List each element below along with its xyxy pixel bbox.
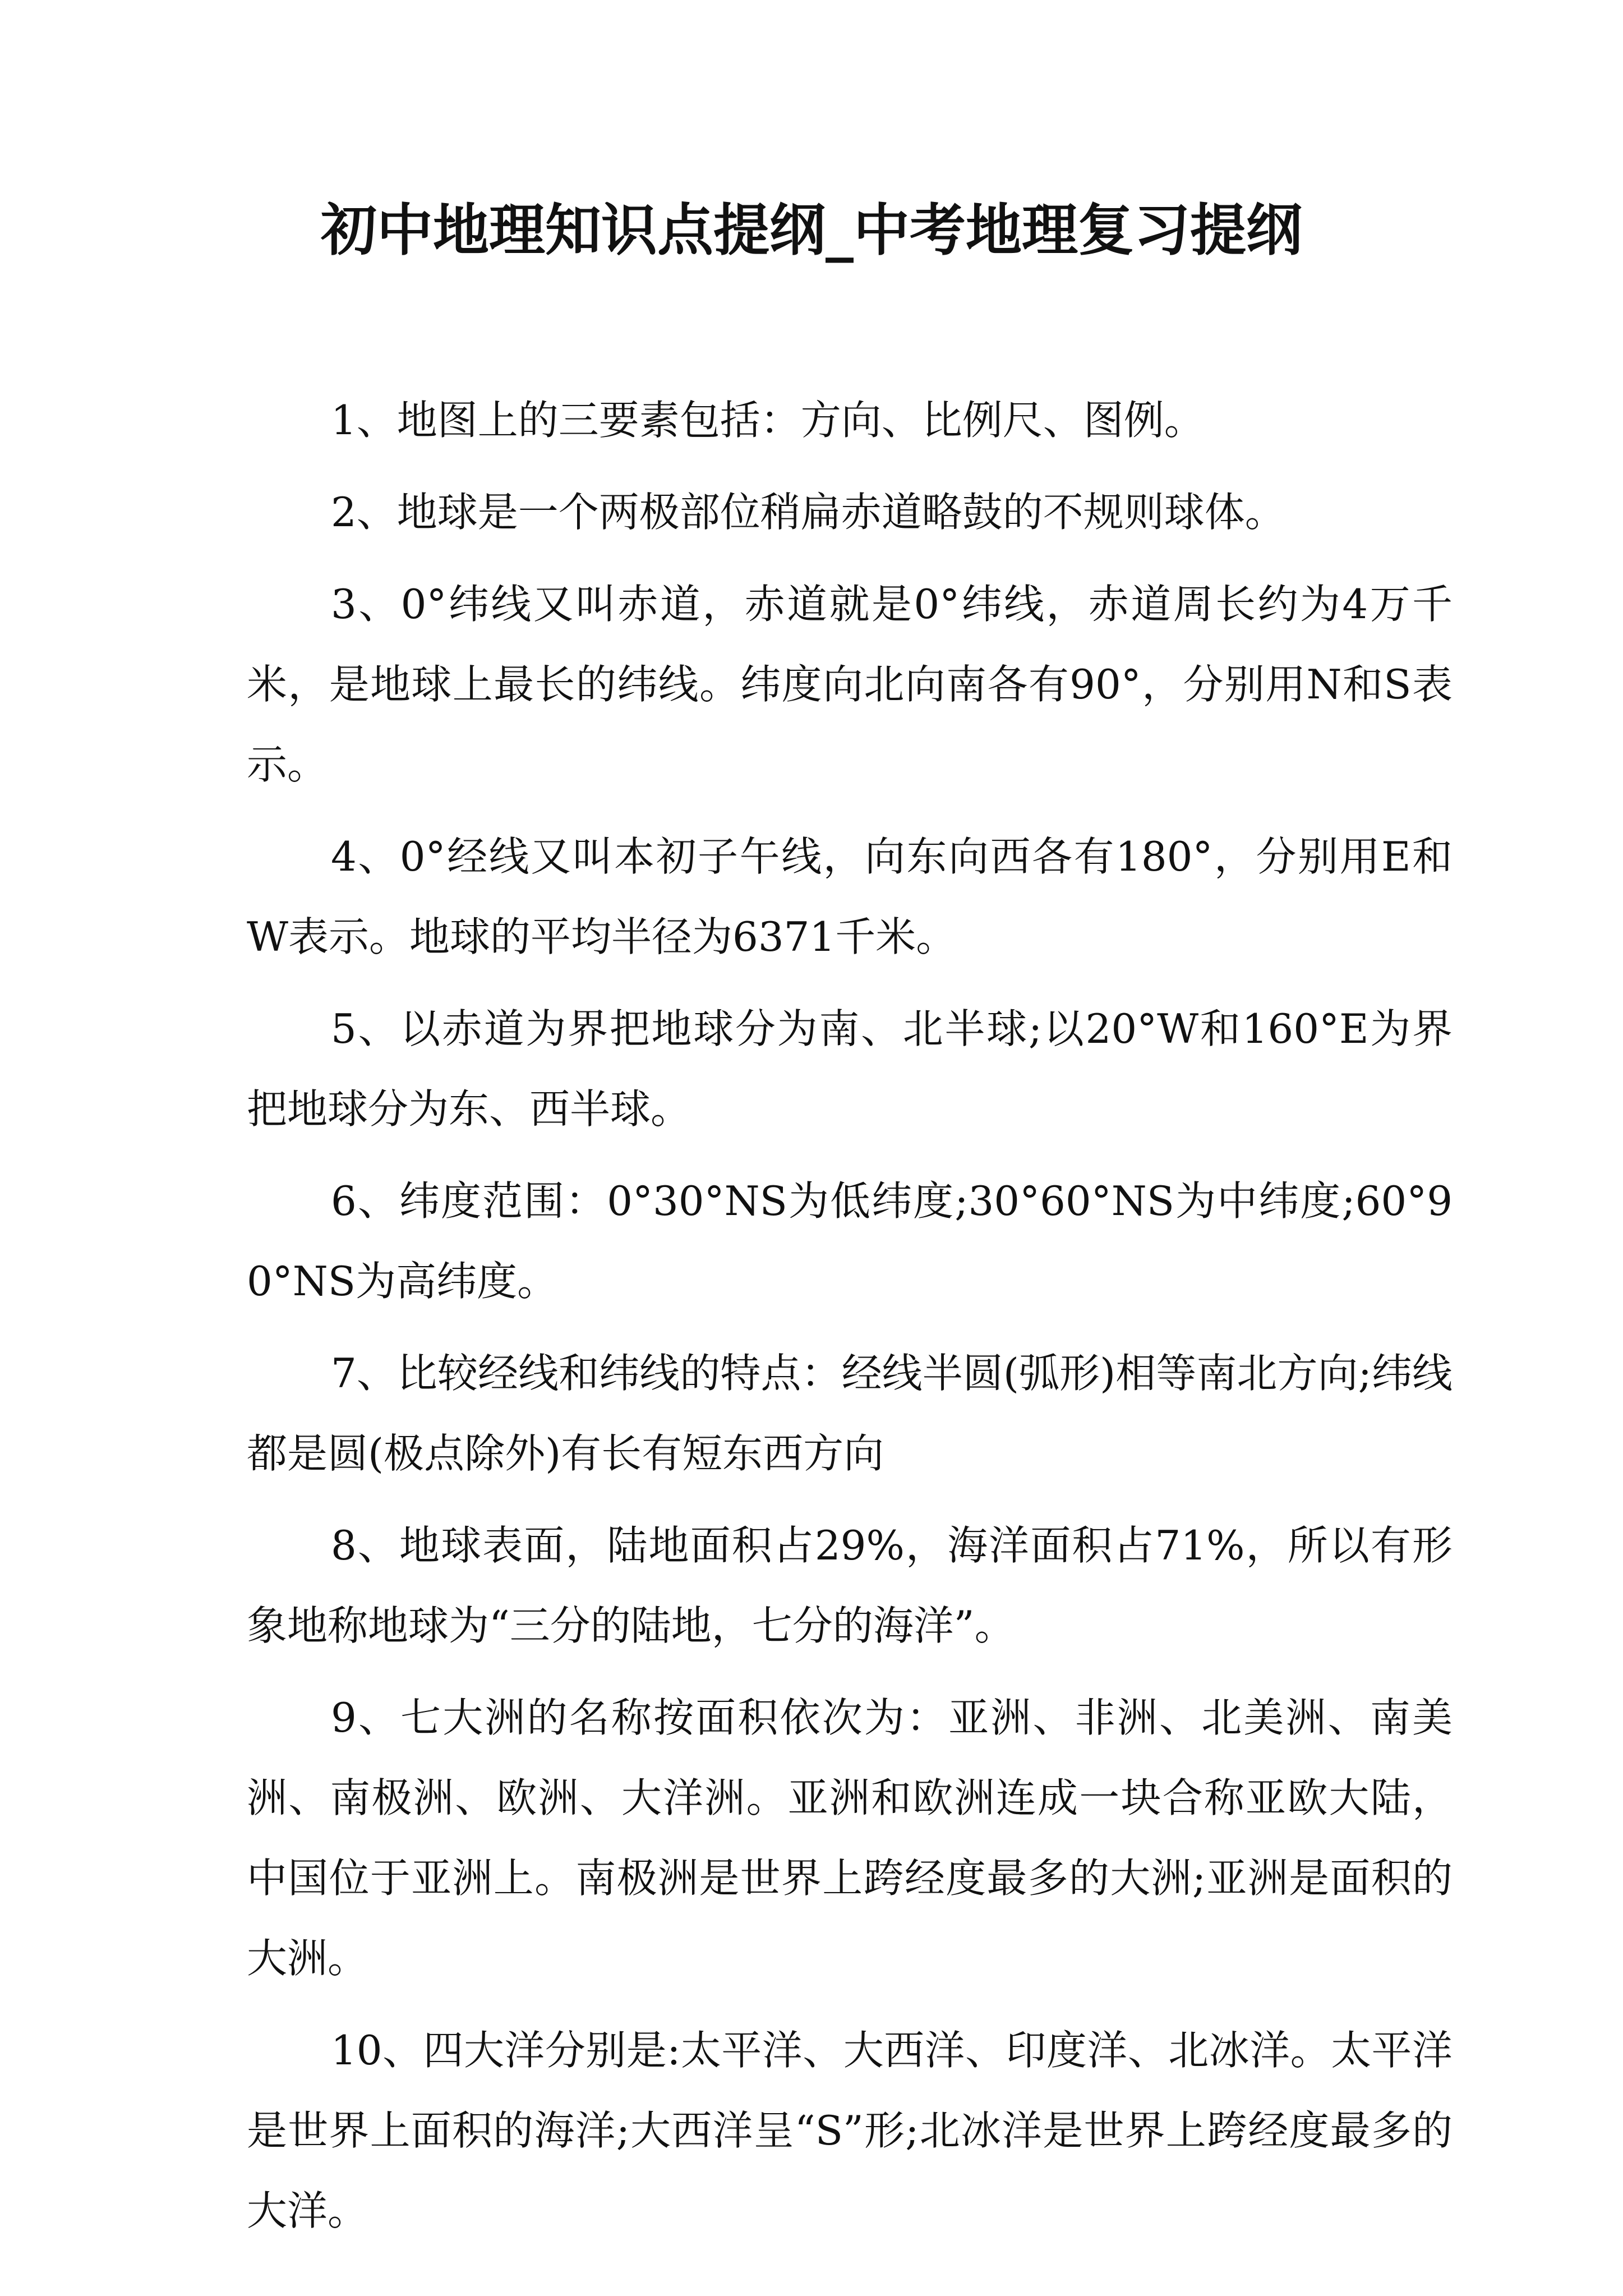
paragraph-4: 4、0°经线又叫本初子午线，向东向西各有180°，分别用E和W表示。地球的平均半径为6371千米。 (247, 833, 1453, 960)
document-title: 初中地理知识点提纲_中考地理复习提纲 (321, 197, 1302, 263)
paragraph-9: 9、七大洲的名称按面积依次为：亚洲、非洲、北美洲、南美洲、南极洲、欧洲、大洋洲。亚洲和欧洲连成一块合称亚欧大陆，中国位于亚洲上。南极洲是世界上跨经度最多的大洲;亚洲是面积的大洲。 (247, 1694, 1453, 1982)
paragraph-2: 2、地球是一个两极部位稍扁赤道略鼓的不规则球体。 (331, 489, 1285, 536)
paragraph-6: 6、纬度范围：0°30°NS为低纬度;30°60°NS为中纬度;60°90°NS为高纬度。 (247, 1177, 1453, 1305)
paragraph-10: 10、四大洋分别是:太平洋、大西洋、印度洋、北冰洋。太平洋是世界上面积的海洋;大西洋呈“S”形;北冰洋是世界上跨经度最多的大洋。 (247, 2027, 1453, 2234)
document-body (247, 380, 1453, 2263)
paragraph-1: 1、地图上的三要素包括：方向、比例尺、图例。 (331, 397, 1205, 444)
paragraph-3: 3、0°纬线又叫赤道，赤道就是0°纬线，赤道周长约为4万千米，是地球上最长的纬线。纬度向北向南各有90°，分别用N和S表示。 (247, 581, 1453, 788)
paragraph-5: 5、以赤道为界把地球分为南、北半球;以20°W和160°E为界把地球分为东、西半球。 (247, 1005, 1453, 1133)
paragraph-8: 8、地球表面，陆地面积占29%，海洋面积占71%，所以有形象地称地球为“三分的陆地，七分的海洋”。 (247, 1522, 1453, 1649)
paragraph-7: 7、比较经线和纬线的特点：经线半圆(弧形)相等南北方向;纬线都是圆(极点除外)有长有短东西方向 (247, 1350, 1453, 1477)
